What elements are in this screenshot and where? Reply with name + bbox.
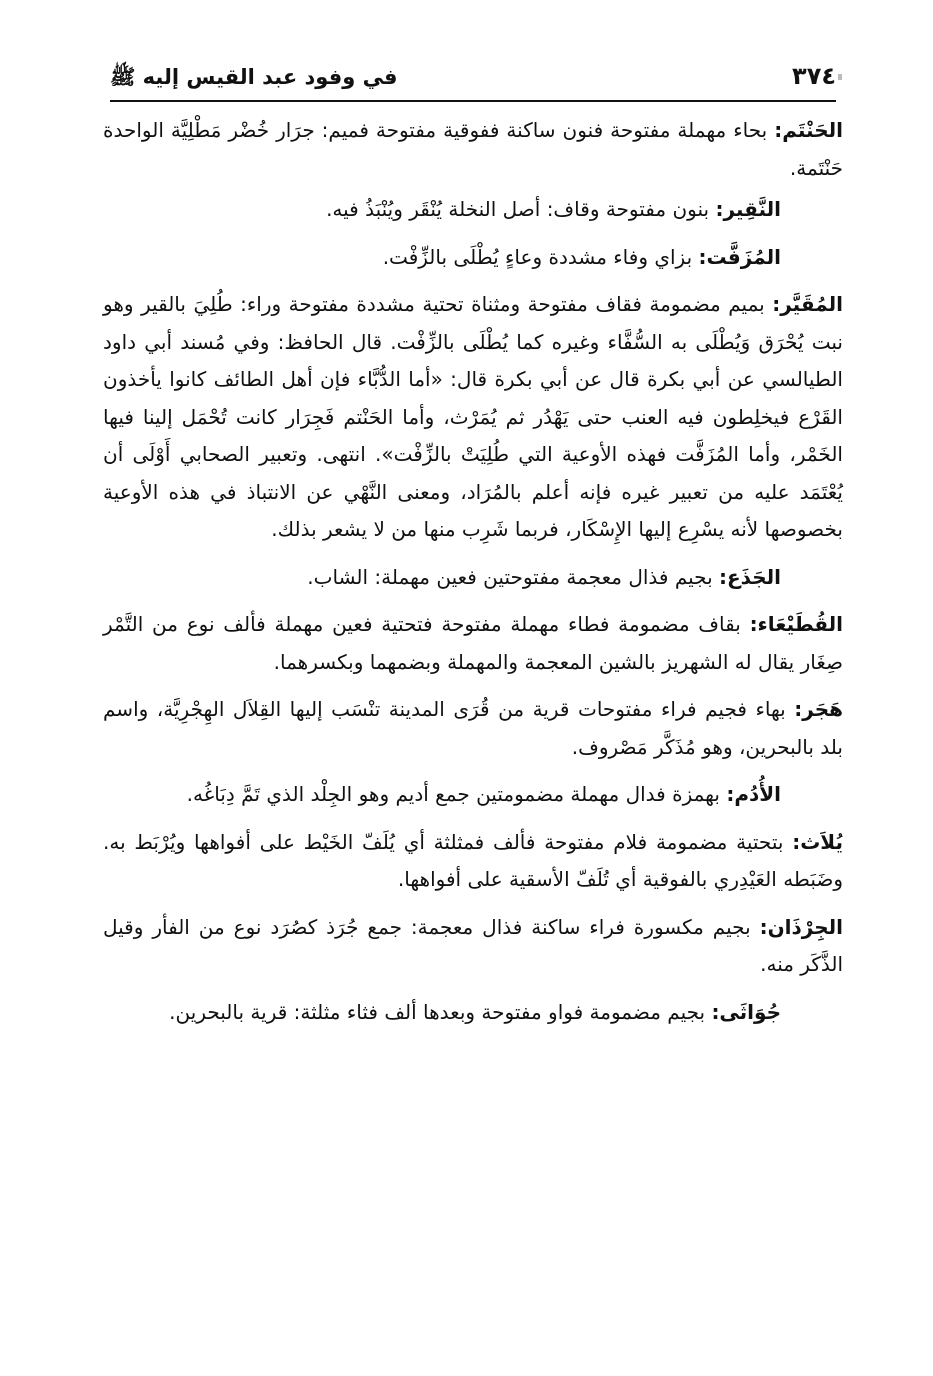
entry-term: المُقَيَّر: [772,292,843,316]
entry-term: هَجَر: [794,697,843,721]
glossary-entry-jadha [103,559,843,597]
entry-text: بهمزة فدال مهملة مضمومتين جمع أديم وهو الجِلْد الذي تَمَّ دِبَاغُه. [186,782,727,806]
entry-term: جُوَاثَى: [711,999,781,1024]
entry-term: يُلاَث: [792,829,843,854]
glossary-entry-jirdhan [103,909,843,984]
margin-speck [838,74,842,80]
glossary-entry-muzaffat [103,239,843,277]
glossary-body [103,112,843,1041]
entry-text: بهاء فجيم فراء مفتوحات قرية من قُرَى المدينة تنْسَب إليها القِلاَل الهِجْرِيَّة، واسم بلد بالبحرين، وهو مُذَكَّر مَصْروف. [103,697,843,759]
entry-term: الجَذَع: [719,564,781,589]
glossary-entry-qutayaa [103,606,843,681]
entry-text: بجيم فذال معجمة مفتوحتين فعين مهملة: الشاب. [307,564,719,589]
entry-term: الجِرْذَان: [759,914,843,939]
entry-text: بتحتية مضمومة فلام مفتوحة فألف فمثلثة أي يُلَفّ الخَيْط على أفواهها ويُرْبَط به. وضَبَطه العَيْدِري بالفوقية أي تُلَفّ الأسقية على أفواهها. [103,829,843,891]
glossary-entry-muqayyar [103,286,843,549]
entry-text: بجيم مكسورة فراء ساكنة فذال معجمة: جمع جُرَذ كصُرَد نوع من الفأر وقيل الذَّكَر منه. [103,914,843,976]
glossary-entry-hajar [103,691,843,766]
entry-text: بجيم مضمومة فواو مفتوحة وبعدها ألف فثاء مثلثة: قرية بالبحرين. [169,999,712,1024]
page-number: ٣٧٤ [792,62,836,90]
glossary-entry-yulath [103,824,843,899]
glossary-entry-juwatha [103,994,843,1032]
page-header [110,56,836,102]
glossary-entry-naqir [103,191,843,229]
glossary-entry-hantam [103,112,843,187]
glossary-entry-udum [103,776,843,814]
entry-term: الحَنْتَم: [774,118,843,142]
entry-text: بنون مفتوحة وقاف: أصل النخلة يُنْقَر ويُنْبَذُ فيه. [326,197,716,221]
entry-text: بقاف مضمومة فطاء مهملة مفتوحة فتحتية فعين مهملة فألف نوع من التَّمْر صِغَار يقال له الشهريز بالشين المعجمة والمهملة وبضمهما وبكسرهما. [103,612,843,674]
entry-term: النَّقِير: [715,197,781,221]
entry-text: بحاء مهملة مفتوحة فنون ساكنة ففوقية مفتوحة فميم: جرَار خُضْر مَطْلِيَّة الواحدة حَنْتَمة. [103,118,843,180]
entry-term: المُزَفَّت: [698,244,781,269]
entry-term: القُطَيْعَاء: [749,612,843,636]
entry-text: بزاي وفاء مشددة وعاءٍ يُطْلَى بالزِّفْت. [382,244,699,269]
entry-text: بميم مضمومة فقاف مفتوحة ومثناة تحتية مشددة مفتوحة وراء: طُلِيَ بالقير وهو نبت يُحْرَق وَيُطْلَى به السُّفَّاء وغيره كما يُطْلَى بالزِّفْت. قال الحافظ: وفي مُسند أبي داود الطيالسي عن أبي بكرة قال عن أبي بكرة قال: «أما الدُّبَّاء فإن أهل الطائف كانوا يأخذون القَرْع فيخلِطون فيه العنب حتى يَهْدُر ثم يُمَرْث، وأما الحَنْتم فَجِرَار كانت تُحْمَل إلينا فيها الخَمْر، وأما المُزَفَّت فهذه الأوعية التي طُلِيَتْ بالزِّفْت». انتهى. وتعبير الصحابي أَوْلَى أن يُعْتَمَد عليه من تعبير غيره فإنه أعلم بالمُرَاد، ومعنى النَّهْي عن الانتباذ في هذه الأوعية بخصوصها لأنه يسْرِع إليها الإِسْكَار، فربما شَرِب منها من لا يشعر بذلك. [103,292,843,541]
entry-term: الأُدُم: [726,782,781,806]
running-title: في وفود عبد القيس إليه ﷺ [110,65,398,89]
